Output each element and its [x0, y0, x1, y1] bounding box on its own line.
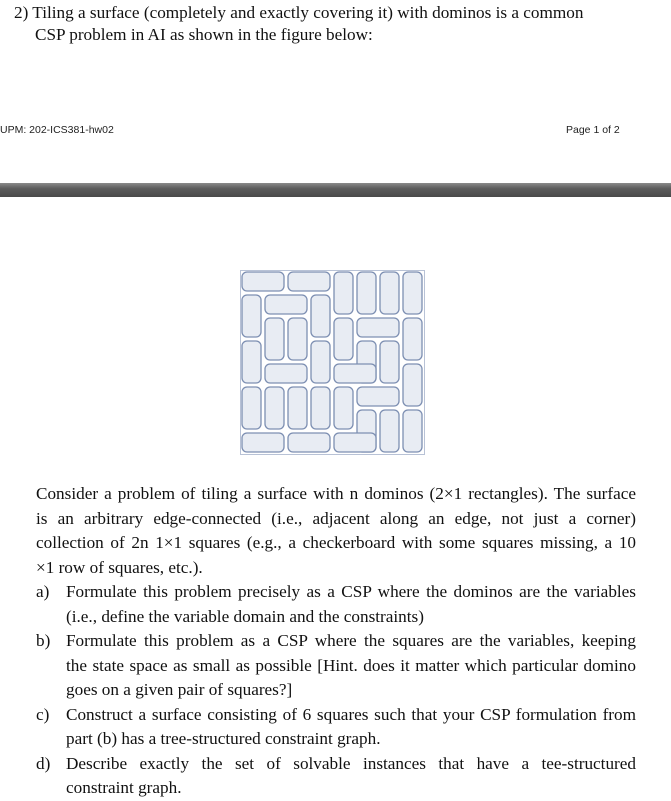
part-c-line-1: Construct a surface consisting of 6 squares such that your CSP formulation from — [66, 704, 636, 724]
page-header-page-number: Page 1 of 2 — [566, 124, 620, 136]
domino-tile — [403, 364, 422, 406]
domino-grid — [241, 271, 425, 455]
domino-tile — [265, 364, 307, 383]
domino-tile — [334, 364, 376, 383]
domino-tile — [380, 410, 399, 452]
domino-tile — [334, 387, 353, 429]
domino-tile — [403, 410, 422, 452]
part-b-line-1: Formulate this problem as a CSP where the squares are the variables, keeping — [66, 631, 636, 650]
part-a-line-2: (i.e., define the variable domain and the constraints) — [66, 606, 424, 626]
intro-line-4: ×1 row of squares, etc.). — [36, 557, 203, 577]
domino-tile — [288, 318, 307, 360]
part-d-label: d) — [36, 753, 51, 773]
part-c-label: c) — [36, 704, 50, 724]
part-c-line-2: part (b) has a tree-structured constraint graph. — [66, 729, 381, 748]
page-header-course: UPM: 202-ICS381-hw02 — [0, 124, 114, 136]
domino-tile — [265, 318, 284, 360]
domino-tile — [242, 433, 284, 452]
question-line-1: 2) Tiling a surface (completely and exactly covering it) with dominos is a common — [14, 3, 584, 22]
domino-tile — [334, 272, 353, 314]
domino-tile — [380, 341, 399, 383]
domino-tile — [242, 272, 284, 291]
problem-body — [36, 482, 636, 801]
domino-tile — [311, 341, 330, 383]
part-d — [36, 752, 636, 801]
domino-tiling-figure — [240, 270, 428, 458]
domino-tile — [265, 295, 307, 314]
part-b-label: b) — [36, 631, 51, 650]
question-line-2: CSP problem in AI as shown in the figure below: — [35, 25, 373, 44]
question-intro — [14, 2, 654, 46]
part-c — [36, 703, 636, 752]
domino-tile — [288, 433, 330, 452]
intro-paragraph — [36, 482, 636, 580]
part-a — [36, 580, 636, 629]
domino-tile — [288, 387, 307, 429]
domino-tile — [242, 387, 261, 429]
domino-tile — [357, 272, 376, 314]
part-b-line-2: the state space as small as possible [Hint. does it matter which particular domino — [66, 655, 636, 675]
domino-tile — [403, 272, 422, 314]
domino-tile — [311, 387, 330, 429]
part-d-line-2: constraint graph. — [66, 778, 182, 797]
domino-tile — [403, 318, 422, 360]
part-a-line-1: Formulate this problem precisely as a CSP where the dominos are the variables — [66, 582, 636, 601]
intro-line-2: is an arbitrary edge-connected (i.e., adjacent along an edge, not just a corner) — [36, 508, 636, 528]
domino-tile — [265, 387, 284, 429]
domino-tile — [242, 341, 261, 383]
part-b-line-3: goes on a given pair of squares?] — [66, 680, 293, 699]
domino-tile — [242, 295, 261, 337]
part-d-line-1: Describe exactly the set of solvable instances that have a tee-structured — [66, 753, 636, 773]
part-b — [36, 629, 636, 703]
domino-tile — [357, 387, 399, 406]
domino-tile — [288, 272, 330, 291]
domino-tile — [311, 295, 330, 337]
domino-tile — [380, 272, 399, 314]
intro-line-1: Consider a problem of tiling a surface with n dominos (2×1 rectangles). The surface — [36, 484, 636, 503]
domino-tile — [334, 318, 353, 360]
domino-tile — [357, 318, 399, 337]
header-divider-bar — [0, 183, 671, 197]
intro-line-3: collection of 2n 1×1 squares (e.g., a checkerboard with some squares missing, a 10 — [36, 533, 636, 552]
part-a-label: a) — [36, 582, 50, 601]
domino-tile — [334, 433, 376, 452]
